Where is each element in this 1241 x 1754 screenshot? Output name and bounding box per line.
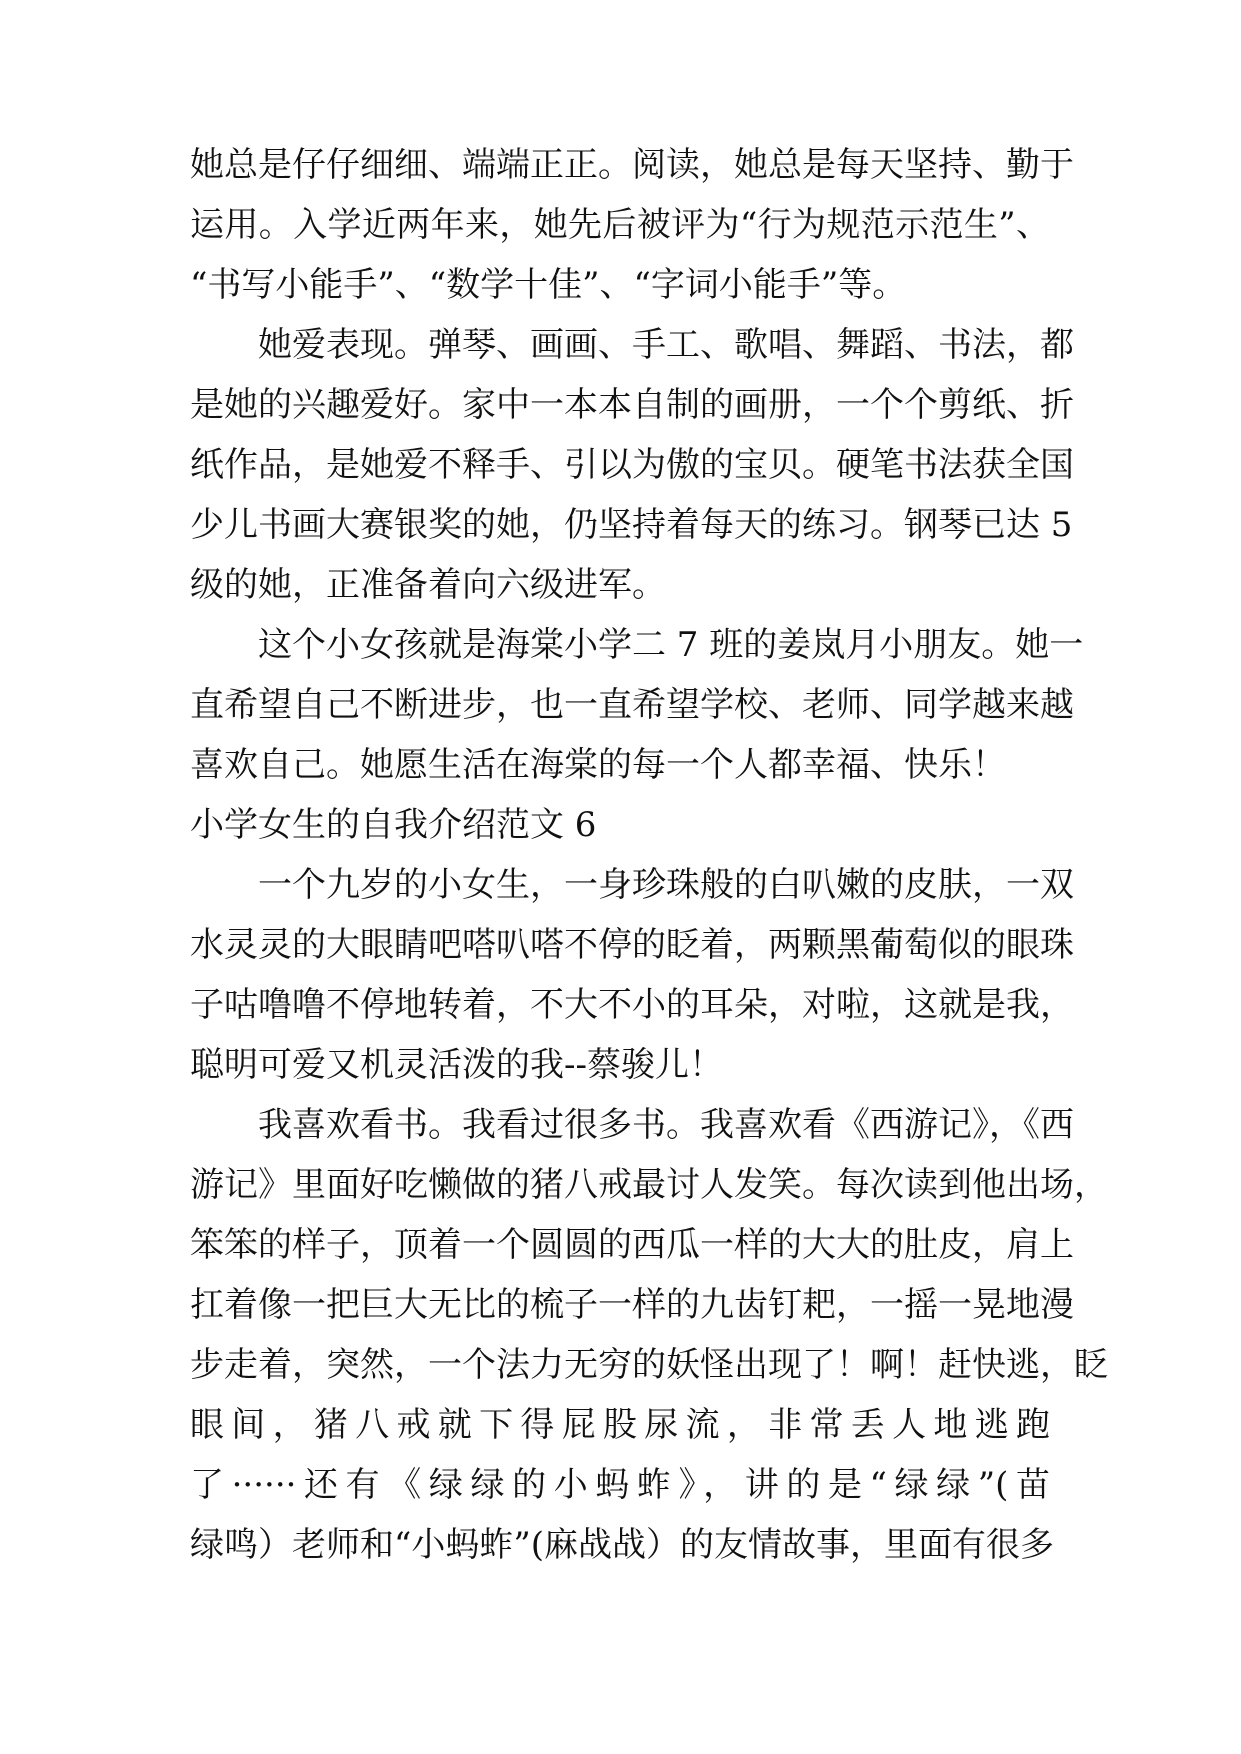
text-line-16: 聪明可爱又机灵活泼的我--蔡骏儿！ xyxy=(190,1045,723,1085)
text-line-13: 一个九岁的小女生，一身珍珠般的白叭嫩的皮肤，一双 xyxy=(258,865,1074,905)
text-line-19: 笨笨的样子，顶着一个圆圆的西瓜一样的大大的肚皮，肩上 xyxy=(190,1225,1074,1265)
text-line-23: 了······还有《绿绿的小蚂蚱》，讲的是“绿绿”(苗 xyxy=(190,1465,1050,1505)
text-line-3: “书写小能手”、“数学十佳”、“字词小能手”等。 xyxy=(190,265,907,305)
text-line-9: 这个小女孩就是海棠小学二 7 班的姜岚月小朋友。她一 xyxy=(258,625,1084,665)
text-line-15: 子咕噜噜不停地转着，不大不小的耳朵，对啦，这就是我， xyxy=(190,985,1074,1025)
text-line-11: 喜欢自己。她愿生活在海棠的每一个人都幸福、快乐！ xyxy=(190,745,1006,785)
text-line-17: 我喜欢看书。我看过很多书。我喜欢看《西游记》，《西 xyxy=(258,1105,1074,1145)
text-line-5: 是她的兴趣爱好。家中一本本自制的画册，一个个剪纸、折 xyxy=(190,385,1074,425)
text-line-21: 步走着，突然，一个法力无穷的妖怪出现了！啊！赶快逃，眨 xyxy=(190,1345,1108,1385)
text-line-6: 纸作品，是她爱不释手、引以为傲的宝贝。硬笔书法获全国 xyxy=(190,445,1074,485)
text-line-7: 少儿书画大赛银奖的她，仍坚持着每天的练习。钢琴已达 5 xyxy=(190,505,1073,545)
text-line-10: 直希望自己不断进步，也一直希望学校、老师、同学越来越 xyxy=(190,685,1074,725)
text-line-22: 眼间，猪八戒就下得屁股尿流，非常丢人地逃跑 xyxy=(190,1405,1050,1445)
text-line-4: 她爱表现。弹琴、画画、手工、歌唱、舞蹈、书法，都 xyxy=(258,325,1074,365)
text-line-18: 游记》里面好吃懒做的猪八戒最讨人发笑。每次读到他出场， xyxy=(190,1165,1108,1205)
text-line-20: 扛着像一把巨大无比的梳子一样的九齿钉耙，一摇一晃地漫 xyxy=(190,1285,1074,1325)
text-line-1: 她总是仔仔细细、端端正正。阅读，她总是每天坚持、勤于 xyxy=(190,145,1074,185)
text-line-8: 级的她，正准备着向六级进军。 xyxy=(190,565,666,605)
text-line-2: 运用。入学近两年来，她先后被评为“行为规范示范生”、 xyxy=(190,205,1050,245)
text-line-24: 绿鸣）老师和“小蚂蚱”(麻战战）的友情故事，里面有很多 xyxy=(190,1525,1055,1565)
text-line-14: 水灵灵的大眼睛吧嗒叭嗒不停的眨着，两颗黑葡萄似的眼珠 xyxy=(190,925,1074,965)
section-heading: 小学女生的自我介绍范文 6 xyxy=(190,805,597,845)
